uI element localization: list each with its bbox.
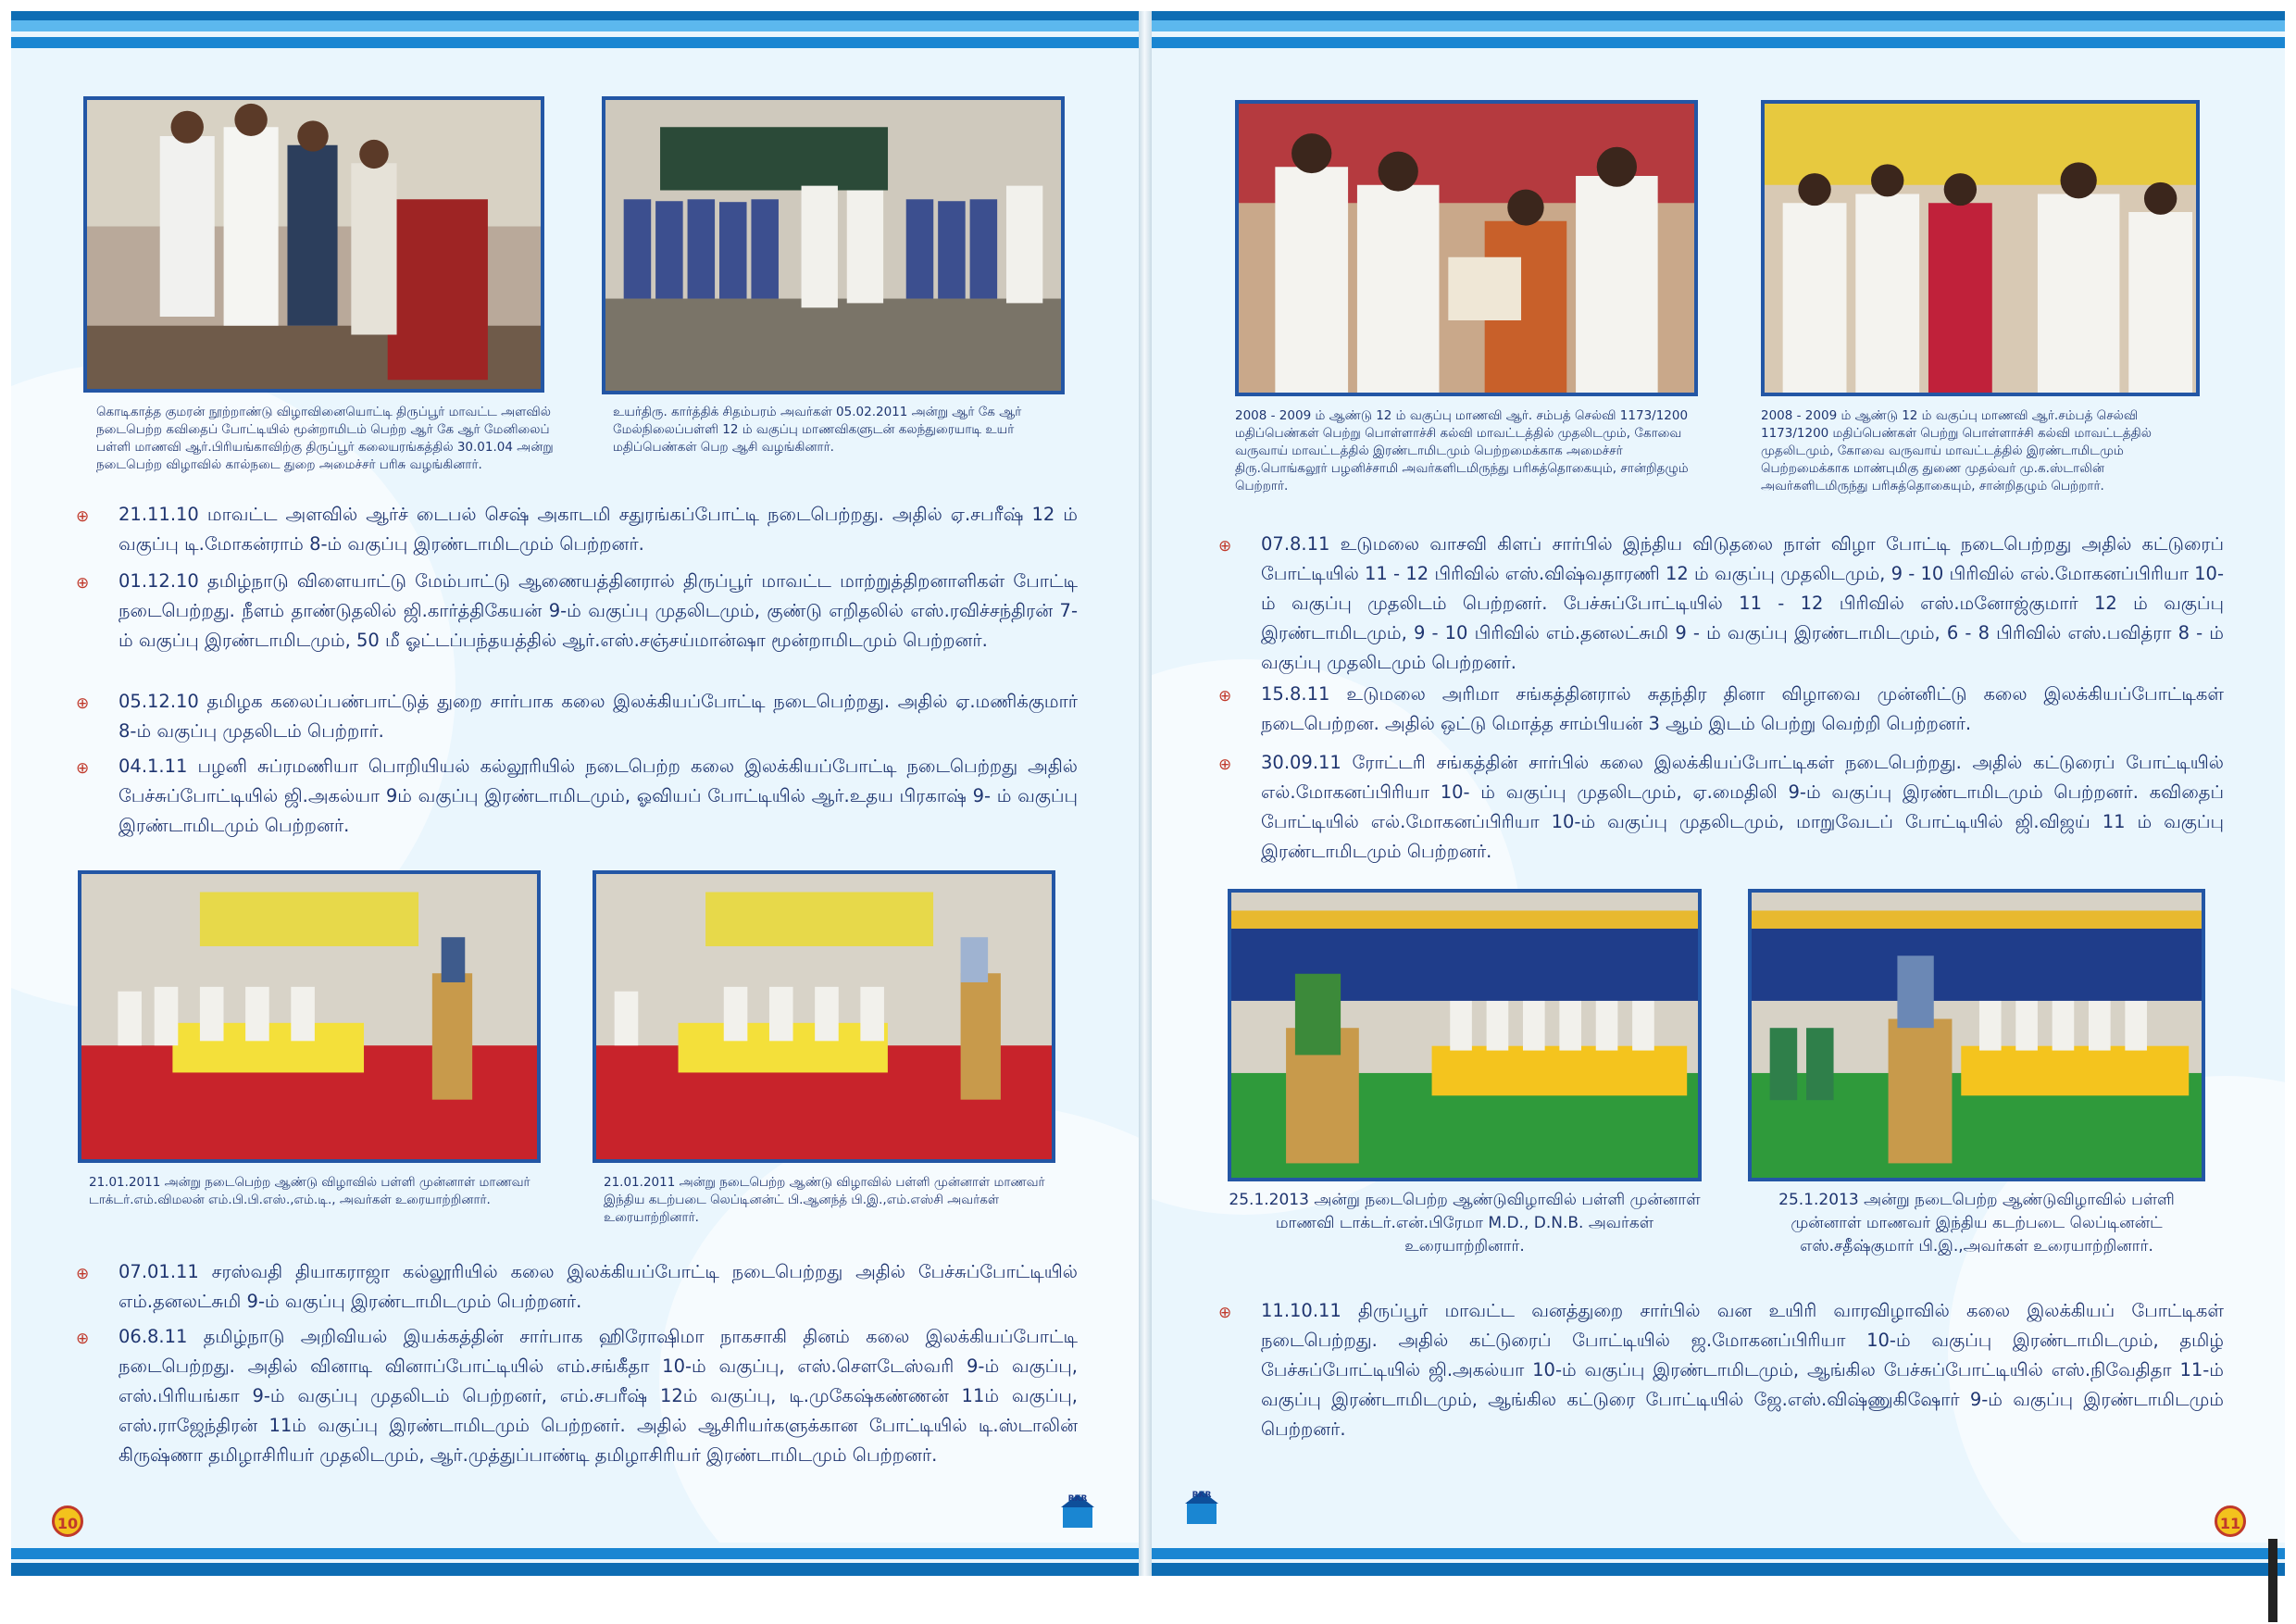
bottom-band (11, 1543, 1139, 1576)
bottom-band (1152, 1543, 2285, 1576)
photo-caption: 2008 - 2009 ம் ஆண்டு 12 ம் வகுப்பு மாணவி ஆர்.சம்பத் செல்வி 1173/1200 மதிப்பெண்கள் பெற்று பொள்ளாச்சி கல்வி மாவட்டத்தில் முதலிடமும், கோவை வருவாய் மாவட்டத்தில் இரண்டாமிடமும் பெற்றமைக்காக மாண்புமிகு துணை முதல்வர் மு.க.ஸ்டாலின் அவர்களிடமிருந்து பரிசுத்தொகையும், சான்றிதழும் பெற்றார். (1761, 408, 2152, 493)
photo-annual-day-speaker (78, 870, 541, 1163)
top-band (11, 11, 1139, 54)
photo-caption: 25.1.2013 அன்று நடைபெற்ற ஆண்டுவிழாவில் பள்ளி முன்னாள் மாணவி டாக்டர்.என்.பிரேமா M.D., D.N.B. அவர்கள் உரையாற்றினார். (1229, 1191, 1701, 1255)
photo-caption: 21.01.2011 அன்று நடைபெற்ற ஆண்டு விழாவில் பள்ளி முன்னாள் மாணவர் இந்திய கடற்படை லெப்டினன்ட் பி.ஆனந்த் பி.இ.,எம்.எஸ்சி அவர்கள் உரையாற்றினார். (604, 1175, 1045, 1225)
achievement-item: 04.1.11 பழனி சுப்ரமணியா பொறியியல் கல்லூரியில் நடைபெற்ற கலை இலக்கியப்போட்டி நடைபெற்றது அதில் பேச்சுப்போட்டியில் ஜி.அகல்யா 9ம் வகுப்பு இரண்டாமிடமும், ஓவியப் போட்டியில் ஆர்.உதய பிரகாஷ் 9- ம் வகுப்பு இரண்டாமிடமும் பெற்றனர். (119, 756, 1078, 836)
photo-caption: 21.01.2011 அன்று நடைபெற்ற ஆண்டு விழாவில் பள்ளி முன்னாள் மாணவர் டாக்டர்.எம்.விமலன் எம்.பி.பி.எஸ்.,எம்.டி., அவர்கள் உரையாற்றினார். (89, 1175, 530, 1207)
achievement-item: 30.09.11 ரோட்டரி சங்கத்தின் சார்பில் கலை இலக்கியப்போட்டிகள் நடைபெற்றது. அதில் கட்டுரைப் போட்டியில் எல்.மோகனப்பிரியா 10- ம் வகுப்பு முதலிடமும், ஏ.மைதிலி 9-ம் வகுப்பு இரண்டாமிடமும் பெற்றனர். கவிதைப் போட்டியில் எல்.மோகனப்பிரியா 10-ம் வகுப்பு முதலிடமும், மாறுவேடப் போட்டியில் ஜி.விஜய் 11 ம் வகுப்பு இரண்டாமிடமும் பெற்றனர். (1261, 752, 2224, 862)
bullet-icon: ⊕ (1218, 1304, 1232, 1322)
bullet-icon: ⊕ (1218, 687, 1232, 706)
bullet-icon: ⊕ (76, 507, 90, 526)
left-page (11, 11, 1139, 1576)
achievement-item: 07.8.11 உடுமலை வாசவி கிளப் சார்பில் இந்திய விடுதலை நாள் விழா போட்டி நடைபெற்றது அதில் கட்டுரைப் போட்டியில் 11 - 12 பிரிவில் எஸ்.விஷ்வதாரணி 12 ம் வகுப்பு முதலிடமும், 9 - 10 பிரிவில் எல்.மோகனப்பிரியா 10-ம் வகுப்பு முதலிடம் பெற்றனர். பேச்சுப்போட்டியில் 11 - 12 பிரிவில் எஸ்.மனோஜ்குமார் 12 ம் வகுப்பு இரண்டாமிடமும், 9 - 10 பிரிவில் எம்.தனலட்சுமி 9 - ம் வகுப்பு இரண்டாமிடமும், 6 - 8 பிரிவில் எஸ்.பவித்ரா 8 - ம் வகுப்பு முதலிடமும் பெற்றனர். (1261, 533, 2224, 673)
photo-caption: உயர்திரு. கார்த்திக் சிதம்பரம் அவர்கள் 05.02.2011 அன்று ஆர் கே ஆர் மேல்நிலைப்பள்ளி 12 ம் வகுப்பு மாணவிகளுடன் கலந்துரையாடி உயர் மதிப்பெண்கள் பெற ஆசி வழங்கினார். (613, 405, 1022, 455)
bullet-icon: ⊕ (76, 1330, 90, 1348)
page-number: 10 (52, 1505, 83, 1537)
bullet-icon: ⊕ (1218, 537, 1232, 556)
school-logo (1059, 1493, 1096, 1530)
photo-deputy-cm-award (1761, 100, 2200, 396)
magazine-spread (11, 11, 2285, 1613)
photo-students-group (602, 96, 1065, 394)
achievement-item: 07.01.11 சரஸ்வதி தியாகராஜா கல்லூரியில் கலை இலக்கியப்போட்டி நடைபெற்றது அதில் பேச்சுப்போட்டியில் எம்.தனலட்சுமி 9-ம் வகுப்பு இரண்டாமிடமும் பெற்றனர். (119, 1261, 1078, 1312)
achievement-item: 11.10.11 திருப்பூர் மாவட்ட வனத்துறை சார்பில் வன உயிரி வாரவிழாவில் கலை இலக்கியப் போட்டிகள் நடைபெற்றது. அதில் கட்டுரைப் போட்டியில் ஜ.மோகனப்பிரியா 10-ம் வகுப்பு இரண்டாமிடமும், தமிழ் பேச்சுப்போட்டியில் ஜி.அகல்யா 10-ம் வகுப்பு இரண்டாமிடமும், ஆங்கில பேச்சுப்போட்டியில் எஸ்.நிவேதிதா 11-ம் வகுப்பு இரண்டாமிடமும், ஆங்கில கட்டுரை போட்டியில் ஜே.எஸ்.விஷ்ணுகிஷோர் 9-ம் வகுப்பு இரண்டாமிடமும் பெற்றனர். (1261, 1300, 2224, 1440)
photo-award-stage (83, 96, 544, 393)
bullet-icon: ⊕ (76, 1265, 90, 1283)
bullet-icon: ⊕ (76, 759, 90, 778)
achievement-item: 15.8.11 உடுமலை அரிமா சங்கத்தினரால் சுதந்திர தினா விழாவை முன்னிட்டு கலை இலக்கியப்போட்டிகள் நடைபெற்றன. அதில் ஒட்டு மொத்த சாம்பியன் 3 ஆம் இடம் பெற்று வெற்றி பெற்றனர். (1261, 683, 2224, 734)
right-page (1152, 11, 2285, 1576)
achievement-item: 21.11.10 மாவட்ட அளவில் ஆர்ச் டைபல் செஷ் அகாடமி சதுரங்கப்போட்டி நடைபெற்றது. அதில் ஏ.சபரீஷ் 12 ம் வகுப்பு டி.மோகன்ராம் 8-ம் வகுப்பு இரண்டாமிடமும் பெற்றனர். (119, 504, 1078, 555)
photo-annual-day-navy (1748, 889, 2205, 1181)
photo-caption: 2008 - 2009 ம் ஆண்டு 12 ம் வகுப்பு மாணவி ஆர். சம்பத் செல்வி 1173/1200 மதிப்பெண்கள் பெற்று பொள்ளாச்சி கல்வி மாவட்டத்தில் முதலிடமும், கோவை வருவாய் மாவட்டத்தில் இரண்டாமிடமும் பெற்றமைக்காக அமைச்சர் திரு.பொங்கலூர் பழனிச்சாமி அவர்களிடமிருந்து பரிசுத்தொகையும், சான்றிதழும் பெற்றார். (1235, 408, 1689, 493)
photo-annual-day-doctor (1228, 889, 1702, 1181)
achievement-item: 06.8.11 தமிழ்நாடு அறிவியல் இயக்கத்தின் சார்பாக ஹிரோஷிமா நாகசாகி தினம் கலை இலக்கியப்போட்டி நடைபெற்றது. அதில் வினாடி வினாப்போட்டியில் எம்.சங்கீதா 10-ம் வகுப்பு, எஸ்.சௌடேஸ்வரி 9-ம் வகுப்பு, எஸ்.பிரியங்கா 9-ம் வகுப்பு முதலிடம் பெற்றனர், எம்.சபரீஷ் 12ம் வகுப்பு, டி.முகேஷ்கண்ணன் 11ம் வகுப்பு, எஸ்.ராஜேந்திரன் 11ம் வகுப்பு இரண்டாமிடமும் பெற்றனர். அதில் ஆசிரியர்களுக்கான போட்டியில் டி.ஸ்டாலின் கிருஷ்ணா தமிழாசிரியர் முதலிடமும், ஆர்.முத்துப்பாண்டி தமிழாசிரியர் இரண்டாமிடமும் பெற்றனர். (119, 1326, 1078, 1466)
binding-clip (2268, 1539, 2277, 1622)
logo-text: RKR (1192, 1491, 1212, 1500)
photo-caption: 25.1.2013 அன்று நடைபெற்ற ஆண்டுவிழாவில் பள்ளி முன்னாள் மாணவர் இந்திய கடற்படை லெப்டினன்ட் எஸ்.சதீஷ்குமார் பி.இ.,அவர்கள் உரையாற்றினார். (1778, 1191, 2175, 1255)
bullet-icon: ⊕ (76, 574, 90, 593)
achievement-item: 05.12.10 தமிழக கலைப்பண்பாட்டுத் துறை சார்பாக கலை இலக்கியப்போட்டி நடைபெற்றது. அதில் ஏ.மணிக்குமார் 8-ம் வகுப்பு முதலிடம் பெற்றார். (119, 691, 1078, 742)
photo-minister-award (1235, 100, 1698, 396)
top-band (1152, 11, 2285, 54)
achievement-item: 01.12.10 தமிழ்நாடு விளையாட்டு மேம்பாட்டு ஆணையத்தினரால் திருப்பூர் மாவட்ட மாற்றுத்திறனாளிகள் போட்டி நடைபெற்றது. நீளம் தாண்டுதலில் ஜி.கார்த்திகேயன் 9-ம் வகுப்பு முதலிடமும், குண்டு எறிதலில் எஸ்.ரவிச்சந்திரன் 7-ம் வகுப்பு இரண்டாமிடமும், 50 மீ ஓட்டப்பந்தயத்தில் ஆர்.எஸ்.சஞ்சய்மான்ஷா மூன்றாமிடமும் பெற்றனர். (119, 570, 1078, 651)
page-number: 11 (2215, 1505, 2246, 1537)
photo-caption: கொடிகாத்த குமரன் நூற்றாண்டு விழாவினையொட்டி திருப்பூர் மாவட்ட அளவில் நடைபெற்ற கவிதைப் போட்டியில் மூன்றாமிடம் பெற்ற ஆர் கே ஆர் மேனிலைப் பள்ளி மாணவி ஆர்.பிரியங்காவிற்கு திருப்பூர் கலையரங்கத்தில் 30.01.04 அன்று நடைபெற்ற விழாவில் கால்நடை துறை அமைச்சர் பரிசு வழங்கினார். (96, 405, 554, 472)
school-logo (1183, 1489, 1220, 1526)
bullet-icon: ⊕ (76, 694, 90, 713)
page-gutter (1139, 11, 1152, 1576)
photo-annual-day-lieutenant (593, 870, 1055, 1163)
logo-text: RKR (1067, 1494, 1088, 1504)
bullet-icon: ⊕ (1218, 756, 1232, 774)
